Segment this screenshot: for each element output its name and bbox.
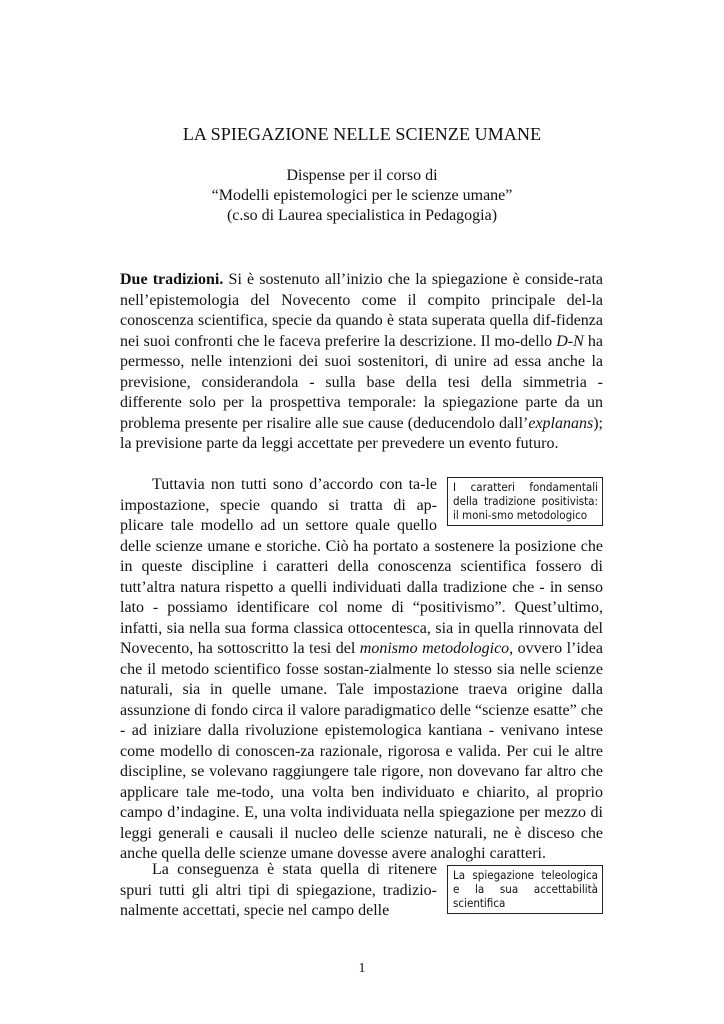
paragraph-text: ha permesso, nelle intenzioni dei suoi sostenitori, di unire ad essa anche la previsione, considerandola - sulla base della tesi della simmetria - differente solo per la prospettiva temporale: la spiegazione parte da un problema presente per risalire alle sue cause (deducendolo dall’ <box>120 332 603 432</box>
paragraph-text: Tuttavia non tutti sono d’accordo con ta-le impostazione, specie quando si tratta di ap-plicare tale modello ad un settore quale quello delle scienze umane e storiche. Ciò ha portato a sostenere la posizione che in queste discipline i caratteri della conoscenza scientifica fossero di tutt’altra natura rispetto a quelli individuati dalla tradizione che - in senso lato - possiamo identificare col nome di “positivismo”. Quest’ultimo, infatti, sia nella sua forma classica ottocentesca, sia in quella rinnovata del Novecento, ha sottoscritto la tesi del <box>120 476 603 657</box>
paragraph-text: , ovvero l’idea che il metodo scientifico fosse sostan-zialmente lo stesso sia nelle scienze naturali, sia in quelle umane. Tale impostazione traeva origine dalla assunzione di fondo circa il valore paradigmatico delle “scienze esatte” che - ad iniziare dalla rivoluzione epistemologica kantiana - venivano intese come modello di conoscen-za razionale, rigorosa e valida. Per cui le altre discipline, se volevano raggiungere tale rigore, non dovevano far altro che applicare tale me-todo, una volta ben individuato e chiarito, al proprio campo d’indagine. E, una volta individuata nella spiegazione per mezzo di leggi generali e causali il nucleo delle scienze naturali, ne è disceso che anche quella delle scienze umane dovesse avere analoghi caratteri. <box>120 640 604 862</box>
paragraph-text: La conseguenza è stata quella di ritenere spuri tutti gli altri tipi di spiegazione, tradizio-nalmente accettati, specie nel campo delle <box>120 861 437 919</box>
section-heading: Due tradizioni. <box>120 271 224 288</box>
emphasis-explanans: explanans <box>528 414 594 432</box>
subtitle-line-2: “Modelli epistemologici per le scienze umane” <box>211 187 513 204</box>
emphasis-dn: D-N <box>556 332 584 350</box>
subtitle-line-1: Dispense per il corso di <box>286 167 438 184</box>
page-number: 1 <box>358 961 366 976</box>
paragraph-text: Si è sostenuto all’inizio che la spiegazione è conside-rata nell’epistemologia del Novecento come il compito principale del-la conoscenza scientifica, specie da quando è stata superata quella dif-fidenza nei suoi confronti che le faceva preferire la descrizione. Il mo-dello <box>120 271 604 350</box>
document-title: LA SPIEGAZIONE NELLE SCIENZE UMANE <box>182 124 542 144</box>
paragraph-text: ); la previsione parte da leggi accettate per prevedere un evento futuro. <box>120 414 603 452</box>
paragraph-conseguenza <box>120 860 603 922</box>
subtitle-line-3: (c.so di Laurea specialistica in Pedagogia) <box>226 207 498 224</box>
paragraph-tuttavia <box>120 475 603 865</box>
margin-note-teleologica: La spiegazione teleologica e la sua accettabilità scientifica <box>447 865 603 914</box>
paragraph-due-tradizioni <box>120 270 603 455</box>
emphasis-monismo: monismo metodologico <box>359 640 510 657</box>
margin-note-positivismo: I caratteri fondamentali della tradizione positivista: il moni-smo metodologico <box>447 477 603 526</box>
